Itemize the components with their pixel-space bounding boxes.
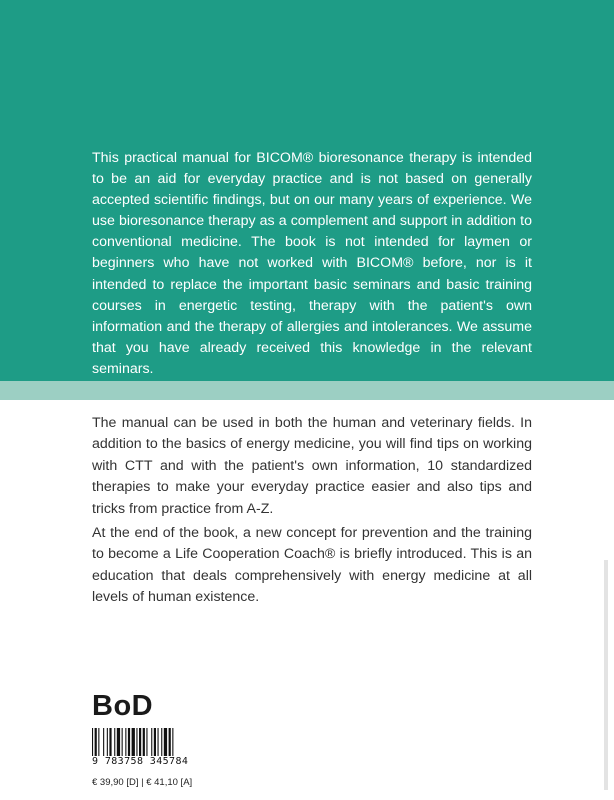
isbn-number: 9 783758 345784 [92, 756, 189, 767]
scrollbar-track [604, 560, 608, 790]
price-label: € 39,90 [D] | € 41,10 [A] [92, 777, 193, 788]
description-paragraph-1: The manual can be used in both the human and veterinary fields. In addition to the basics of energy medicine, you will find tips on working with CTT and with the patient's own information, 10 standardized therapies to make your everyday practice easier and also tips and tricks from practice from A-Z. [92, 415, 532, 517]
barcode-icon [92, 728, 214, 756]
description-paragraph-2: At the end of the book, a new concept for prevention and the training to become a Life Cooperation Coach® is briefly introduced. This is an education that deals comprehensively with energy medicine at all levels of human existence. [92, 525, 532, 606]
publisher-logo: BoD [92, 690, 154, 722]
cover-blurb: This practical manual for BICOM® bioresonance therapy is intended to be an aid for everyday practice and is not based on generally accepted scientific findings, but on our many years of experience. We use bioresonance therapy as a complement and support in addition to conventional medicine. The book is not intended for laymen or beginners who have not worked with BICOM® before, nor is it intended to replace the important basic seminars and basic training courses in energetic testing, therapy with the patient's own information and the therapy of allergies and intolerances. We assume that you have already received this knowledge in the relevant seminars. [92, 150, 532, 377]
light-teal-stripe [0, 381, 614, 400]
